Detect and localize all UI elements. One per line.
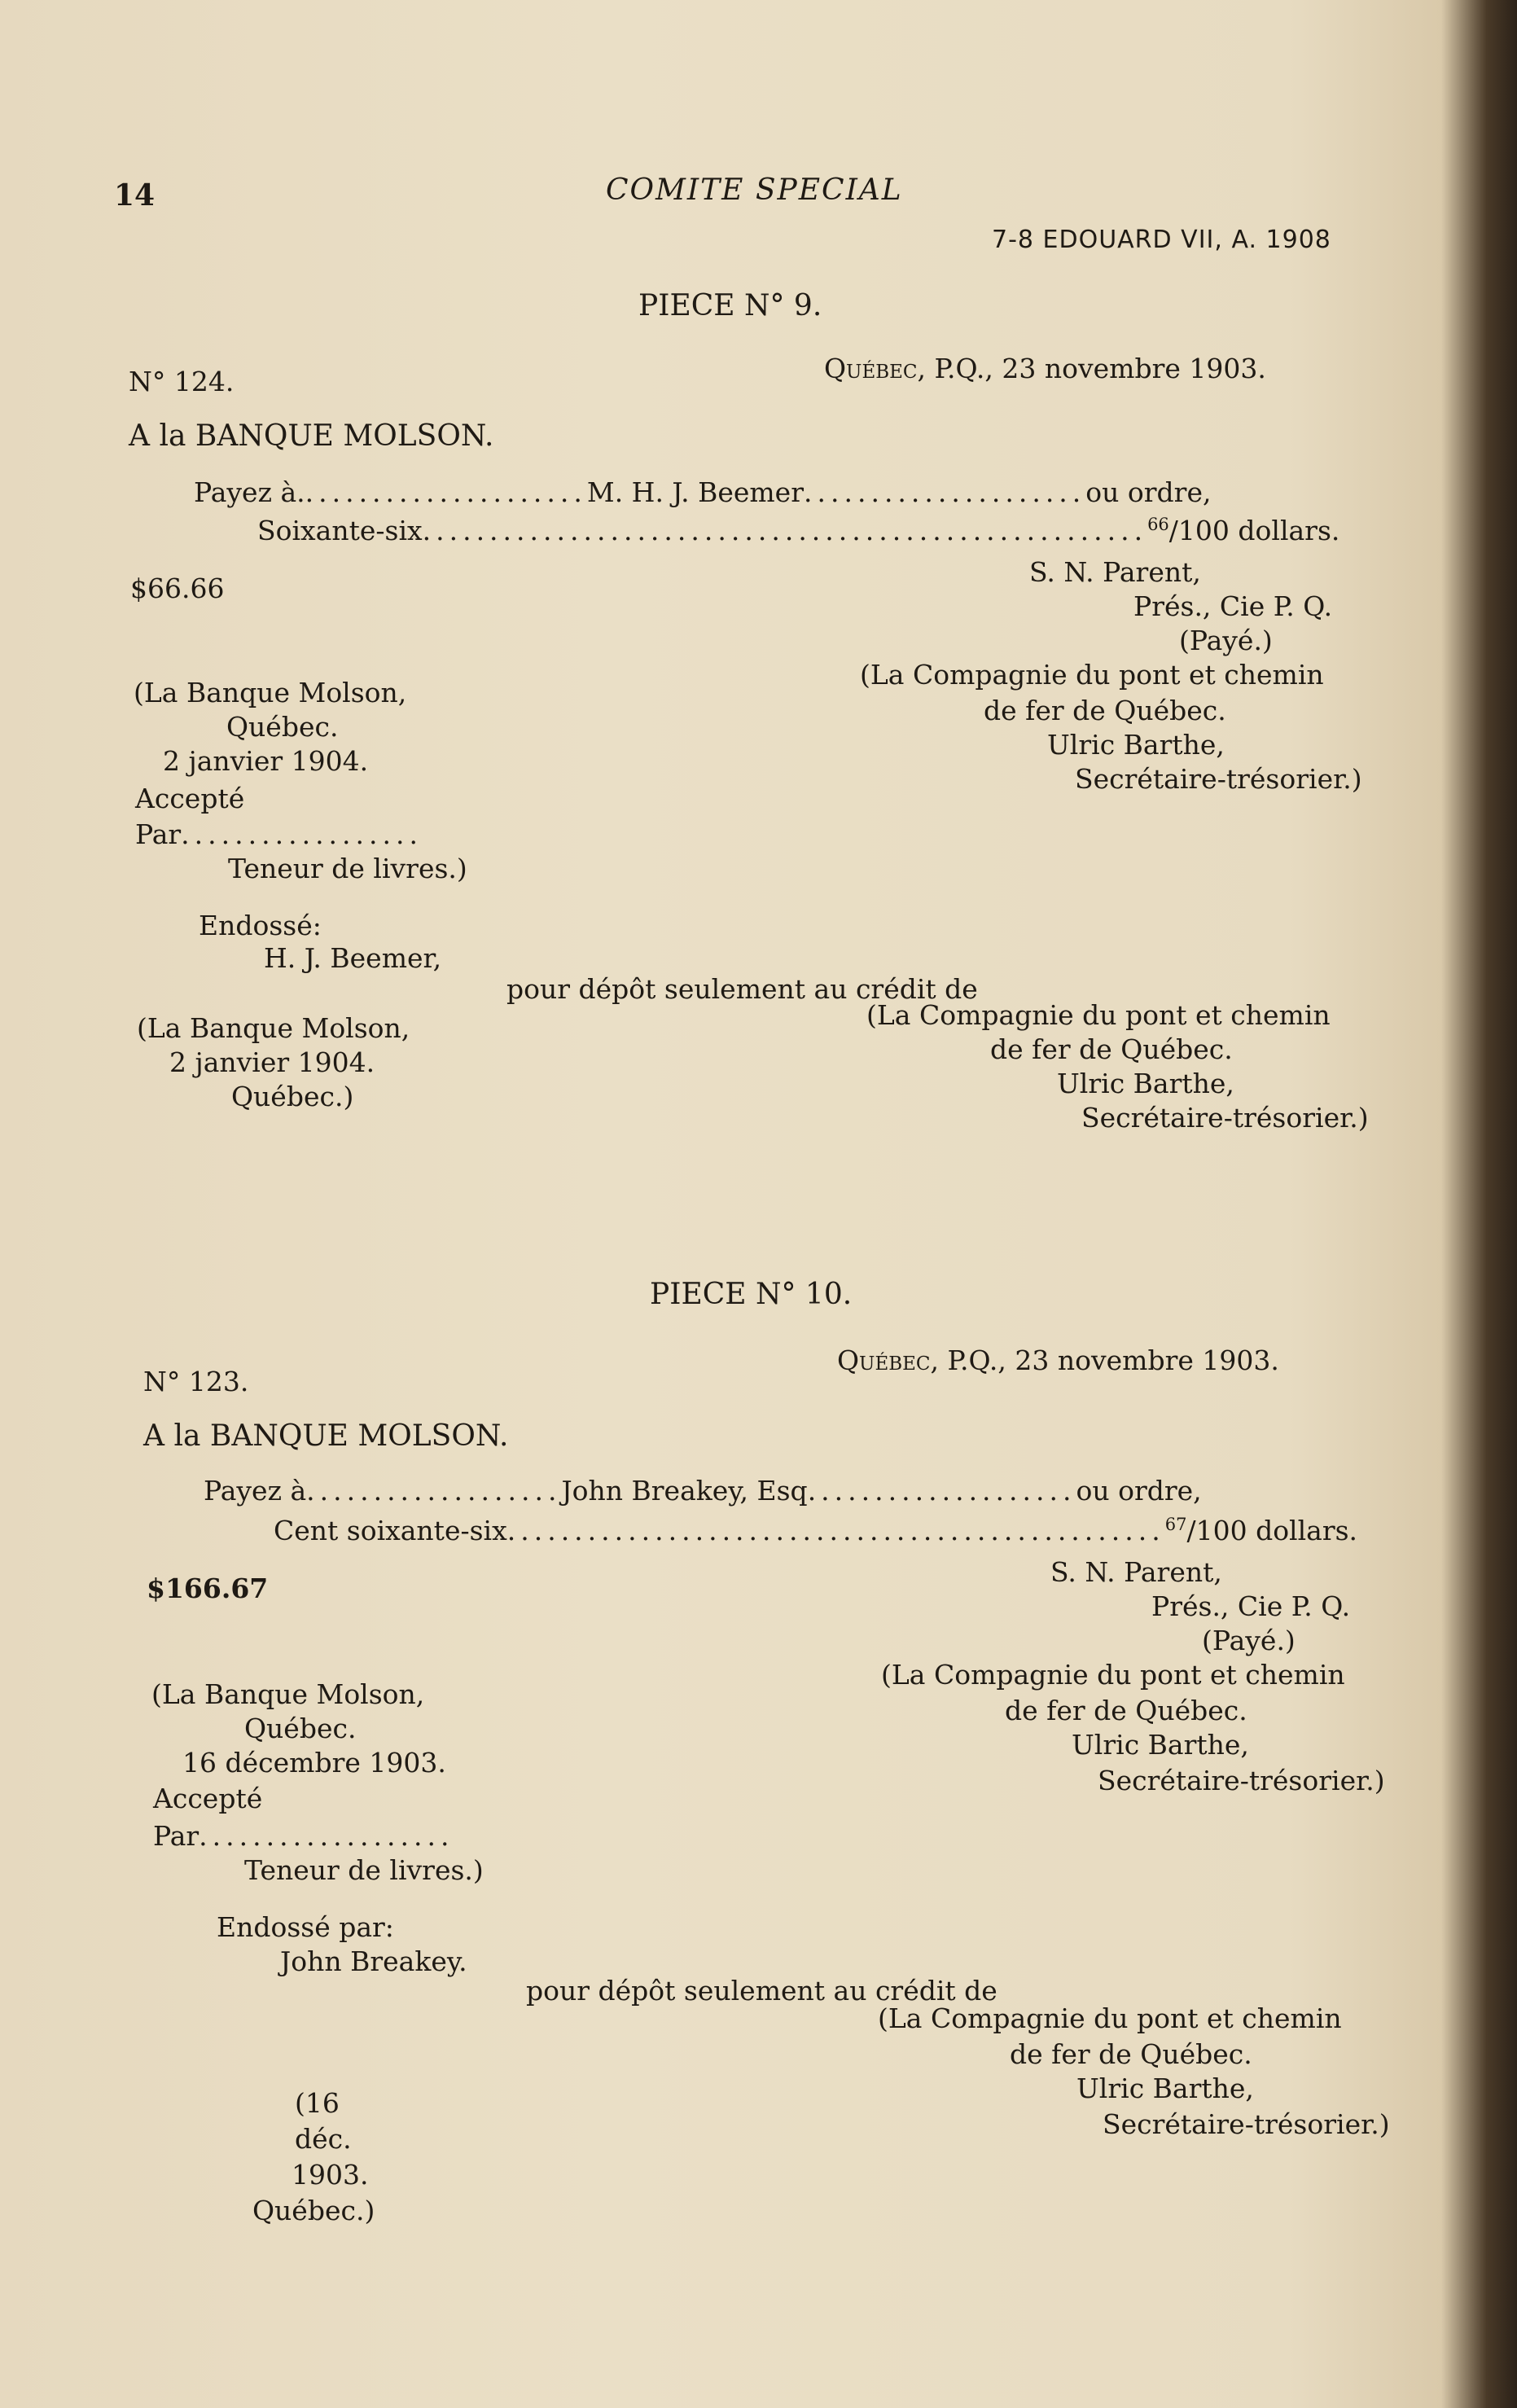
bank-stamp-line: 16 décembre 1903. (182, 1747, 446, 1779)
payee: John Breakey, Esq (561, 1475, 808, 1507)
deposit-stamp-line: (16 (295, 2087, 340, 2119)
signature-line: Ulric Barthe, (1072, 1729, 1249, 1761)
deposit-stamp-line: 1903. (292, 2159, 369, 2191)
dot-leader: ...................................................... (422, 515, 1148, 546)
endorser-name: H. J. Beemer, (264, 942, 442, 974)
place-date (824, 355, 1266, 382)
deposit-stamp-line: Québec.) (231, 1081, 354, 1112)
bank-stamp-line: Par.................. (135, 818, 423, 850)
place-prefix: Québec (837, 1344, 931, 1376)
signature-line: de fer de Québec. (984, 695, 1226, 726)
deposit-text: pour dépôt seulement au crédit de (506, 973, 978, 1005)
dot-leader: ..................... (305, 476, 587, 508)
deposit-company-line: de fer de Québec. (990, 1033, 1233, 1065)
piece-heading: PIECE N° 9. (638, 289, 822, 322)
page-number: 14 (114, 178, 156, 213)
signature-line: Secrétaire-trésorier.) (1075, 763, 1362, 795)
dot-leader: ................... (306, 1475, 562, 1507)
bank-stamp-line: Québec. (226, 711, 339, 743)
deposit-company-line: Ulric Barthe, (1076, 2072, 1254, 2104)
order-text: ou ordre, (1076, 1475, 1202, 1507)
amount-words: Cent soixante-six (274, 1515, 507, 1546)
order-text: ou ordre, (1085, 476, 1212, 508)
deposit-company-line: (La Compagnie du pont et chemin (866, 999, 1331, 1031)
dot-leader: .................... (807, 1475, 1076, 1507)
dot-leader: ................................................. (506, 1515, 1165, 1546)
bank-stamp-line: (La Banque Molson, (151, 1678, 425, 1710)
signature-line: S. N. Parent, (1029, 556, 1201, 588)
endorser-name: John Breakey. (280, 1945, 467, 1977)
deposit-company-line: de fer de Québec. (1010, 2038, 1252, 2070)
bank-stamp-line: Teneur de livres.) (228, 853, 467, 884)
signature-line: Prés., Cie P. Q. (1151, 1590, 1351, 1622)
bank-stamp-line: Accepté (135, 783, 245, 814)
amount-fraction: $^{66}$/100 dollars. (1147, 515, 1340, 546)
bank-name: A la BANQUE MOLSON. (143, 1419, 509, 1453)
place-prefix: Québec (824, 353, 918, 384)
deposit-stamp-line: Québec.) (252, 2195, 375, 2226)
pay-line (204, 1475, 1202, 1507)
amount-figure: $166.67 (147, 1572, 269, 1604)
endorsed-label: Endossé par: (217, 1911, 394, 1943)
deposit-company-line: (La Compagnie du pont et chemin (878, 2002, 1342, 2034)
amount-words-line (274, 1516, 1357, 1544)
bank-stamp-line: Par................... (153, 1820, 454, 1852)
signature-line: (La Compagnie du pont et chemin (860, 659, 1324, 691)
deposit-stamp-line: déc. (295, 2123, 352, 2155)
place-date-text: , P.Q., 23 novembre 1903. (930, 1344, 1279, 1376)
deposit-company-line: Secrétaire-trésorier.) (1103, 2108, 1390, 2140)
bank-stamp-line: Accepté (153, 1783, 263, 1814)
signature-line: Prés., Cie P. Q. (1133, 590, 1333, 622)
signature-line: de fer de Québec. (1005, 1695, 1247, 1726)
deposit-company-line: Secrétaire-trésorier.) (1081, 1102, 1369, 1134)
place-date (837, 1344, 1279, 1376)
payee: M. H. J. Beemer (586, 476, 804, 508)
deposit-stamp-line: 2 janvier 1904. (169, 1046, 375, 1078)
cheque-number: N° 124. (129, 366, 235, 397)
pay-line (194, 476, 1212, 508)
bank-stamp-line: 2 janvier 1904. (163, 745, 369, 777)
deposit-company-line: Ulric Barthe, (1057, 1068, 1234, 1099)
dot-leader: ..................... (804, 476, 1086, 508)
cheque-number: N° 123. (143, 1366, 249, 1397)
signature-line: (La Compagnie du pont et chemin (881, 1659, 1345, 1691)
session-label: 7-8 EDOUARD VII, A. 1908 (992, 226, 1331, 254)
amount-figure: $66.66 (130, 572, 225, 604)
signature-line: (Payé.) (1202, 1625, 1296, 1656)
bank-stamp-line: (La Banque Molson, (134, 677, 407, 708)
deposit-stamp-line: (La Banque Molson, (137, 1012, 410, 1044)
piece-heading: PIECE N° 10. (650, 1278, 853, 1311)
signature-line: (Payé.) (1179, 625, 1273, 656)
signature-line: Ulric Barthe, (1047, 729, 1225, 761)
amount-fraction: $^{67}$/100 dollars. (1164, 1515, 1358, 1546)
signature-line: S. N. Parent, (1050, 1556, 1222, 1588)
amount-words-line (257, 516, 1339, 544)
bank-name: A la BANQUE MOLSON. (129, 419, 494, 453)
amount-words: Soixante-six (257, 515, 423, 546)
endorsed-label: Endossé: (199, 910, 322, 941)
running-title: COMITE SPECIAL (606, 173, 903, 207)
pay-label: Payez à (204, 1475, 307, 1507)
place-date-text: , P.Q., 23 novembre 1903. (917, 353, 1266, 384)
signature-line: Secrétaire-trésorier.) (1098, 1765, 1385, 1796)
bank-stamp-line: Québec. (244, 1713, 357, 1744)
bank-stamp-line: Teneur de livres.) (244, 1854, 484, 1886)
pay-label: Payez à. (194, 476, 305, 508)
deposit-text: pour dépôt seulement au crédit de (526, 1975, 997, 2007)
